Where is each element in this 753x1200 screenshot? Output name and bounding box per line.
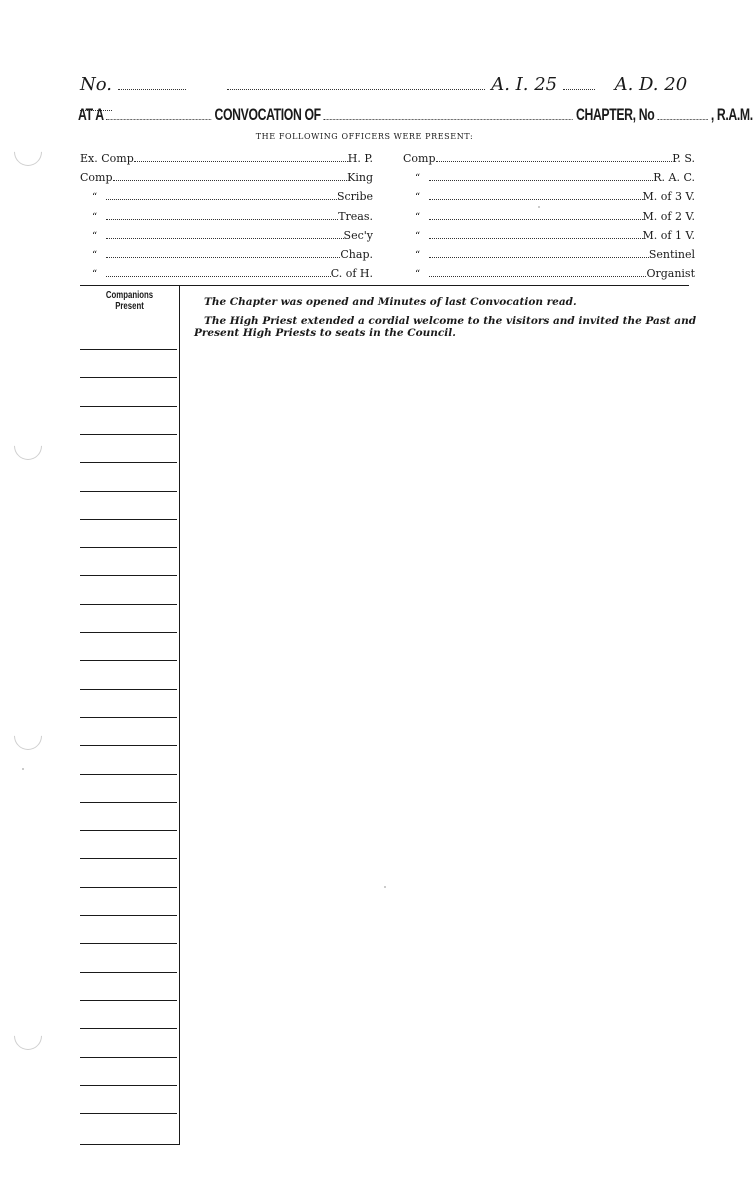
officer-title: M. of 3 V. — [642, 190, 695, 204]
companion-entry-line[interactable] — [80, 1057, 177, 1058]
companion-entry-line[interactable] — [80, 660, 177, 661]
companion-entry-line[interactable] — [80, 858, 177, 859]
companion-entry-line[interactable] — [80, 745, 177, 746]
officer-title: Treas. — [338, 209, 373, 223]
companion-entry-line[interactable] — [80, 491, 177, 492]
officer-row — [80, 229, 373, 242]
officer-prefix: “ — [92, 250, 98, 261]
chapter-number-field[interactable] — [657, 119, 707, 120]
officer-prefix: “ — [92, 269, 98, 281]
officer-prefix: “ — [92, 230, 98, 242]
no-label: No. — [80, 74, 112, 95]
officer-prefix: “ — [415, 230, 421, 242]
officer-title: C. of H. — [330, 267, 373, 281]
officer-name-field[interactable] — [134, 161, 348, 162]
officer-name-field[interactable] — [429, 180, 653, 181]
officer-prefix: Comp — [403, 152, 436, 165]
officer-row — [403, 229, 695, 242]
officer-prefix: “ — [415, 250, 421, 261]
officer-name-field[interactable] — [106, 238, 344, 239]
officer-row — [80, 267, 373, 280]
ai-label: A. I. 25 — [491, 74, 558, 95]
companion-entry-line[interactable] — [80, 774, 177, 775]
officer-title: R. A. C. — [653, 171, 695, 185]
officer-prefix: “ — [415, 269, 421, 281]
officer-row — [403, 171, 695, 184]
companion-entry-line[interactable] — [80, 575, 177, 576]
companion-entry-line[interactable] — [80, 972, 177, 973]
officer-name-field[interactable] — [106, 219, 338, 220]
officer-row — [403, 210, 695, 223]
companions-present-heading: Companions Present — [105, 290, 154, 312]
officer-title: Sentinel — [648, 248, 695, 261]
companion-entry-line[interactable] — [80, 519, 177, 520]
companion-entry-line[interactable] — [80, 632, 177, 633]
officer-row — [403, 190, 695, 203]
officer-name-field[interactable] — [436, 161, 673, 162]
officer-name-field[interactable] — [106, 199, 337, 200]
no-field[interactable] — [118, 89, 186, 90]
punch-hole — [8, 1016, 48, 1056]
companion-entry-line[interactable] — [80, 406, 177, 407]
officer-name-field[interactable] — [106, 257, 340, 258]
companion-entry-line[interactable] — [80, 462, 177, 463]
officer-title: M. of 1 V. — [642, 228, 695, 242]
officer-prefix: “ — [415, 192, 421, 204]
officer-name-field[interactable] — [429, 238, 643, 239]
at-label: AT A — [78, 105, 104, 124]
chapter-label: CHAPTER, No — [575, 105, 655, 124]
companion-entry-line[interactable] — [80, 349, 177, 350]
officer-name-field[interactable] — [429, 257, 649, 258]
officer-title: Scribe — [336, 190, 373, 204]
companion-entry-line[interactable] — [80, 377, 177, 378]
officer-prefix: “ — [92, 192, 98, 204]
officer-row — [80, 190, 373, 203]
companion-entry-line[interactable] — [80, 943, 177, 944]
minutes-line-opening: The Chapter was opened and Minutes of last Convocation read. — [204, 296, 577, 308]
paper-speck — [384, 886, 386, 888]
officer-title: M. of 2 V. — [642, 209, 695, 223]
companion-entry-line[interactable] — [80, 434, 177, 435]
officer-prefix: “ — [92, 211, 98, 223]
companion-entry-line[interactable] — [80, 1085, 177, 1086]
officer-prefix: Ex. Comp — [80, 152, 134, 165]
officer-title: H. P. — [347, 152, 373, 165]
officer-title: King — [347, 171, 373, 185]
paper-speck — [22, 768, 24, 770]
officer-prefix: “ — [415, 211, 421, 223]
table-top-rule — [80, 285, 689, 286]
officer-name-field[interactable] — [429, 219, 643, 220]
minutes-line-welcome: The High Priest extended a cordial welcome to the visitors and invited the Past and Present High Priests to seats in the Council. — [194, 315, 697, 339]
companion-entry-line[interactable] — [80, 547, 177, 548]
officer-title: Organist — [646, 267, 695, 281]
officer-name-field[interactable] — [106, 276, 331, 277]
officer-name-field[interactable] — [113, 180, 348, 181]
officer-row — [80, 248, 373, 261]
officer-row — [80, 171, 373, 184]
officers-heading: THE FOLLOWING OFFICERS WERE PRESENT: — [255, 132, 474, 141]
companion-entry-line[interactable] — [80, 1000, 177, 1001]
officer-title: P. S. — [672, 152, 695, 165]
officer-row — [80, 210, 373, 223]
officer-title: Sec'y — [343, 228, 373, 242]
officer-row — [403, 248, 695, 261]
companion-entry-line[interactable] — [80, 802, 177, 803]
paper-speck — [538, 206, 540, 208]
officer-prefix: “ — [415, 173, 421, 185]
companion-entry-line[interactable] — [80, 1028, 177, 1029]
companion-entry-line[interactable] — [80, 689, 177, 690]
officer-row — [403, 152, 695, 165]
convocation-label: CONVOCATION OF — [214, 105, 321, 124]
chapter-name-field[interactable] — [324, 119, 573, 120]
companion-entry-line[interactable] — [80, 915, 177, 916]
officer-row — [403, 267, 695, 280]
punch-hole — [8, 716, 48, 756]
officer-row — [80, 152, 373, 165]
convocation-type-field[interactable] — [106, 119, 211, 120]
officer-name-field[interactable] — [429, 276, 646, 277]
companion-entry-line[interactable] — [80, 717, 177, 718]
officer-prefix: Comp — [80, 171, 113, 185]
ad-label: A. D. 20 — [614, 74, 688, 95]
companion-entry-line[interactable] — [80, 1113, 177, 1114]
punch-hole — [8, 426, 48, 466]
companion-entry-line[interactable] — [80, 830, 177, 831]
officer-title: Chap. — [340, 248, 373, 261]
table-bottom-rule — [80, 1144, 180, 1145]
officer-name-field[interactable] — [429, 199, 643, 200]
title-field[interactable] — [227, 89, 485, 90]
ai-field[interactable] — [563, 89, 595, 90]
ram-label: , R.A.M. — [710, 105, 753, 124]
companion-entry-line[interactable] — [80, 604, 177, 605]
header-row-convocation — [78, 105, 753, 125]
companion-entry-line[interactable] — [80, 887, 177, 888]
companions-column-divider — [179, 285, 180, 1145]
